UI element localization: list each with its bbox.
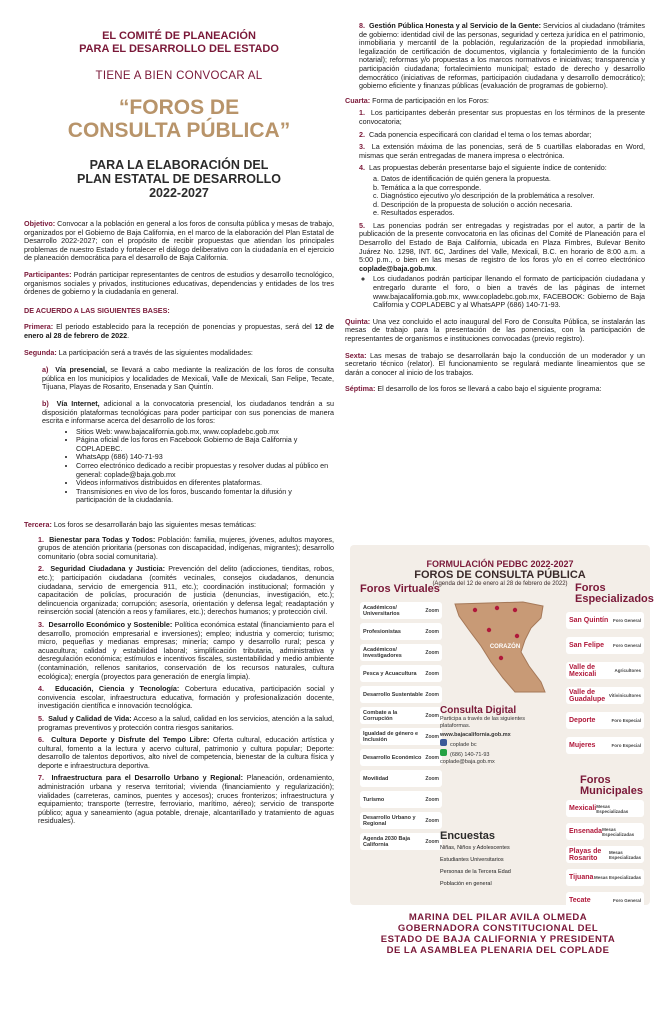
list-item bbox=[359, 109, 645, 126]
item-number: 2. bbox=[359, 129, 365, 139]
item-number: 1. bbox=[359, 108, 365, 118]
item-text: Las ponencias podrán ser entregadas y registradas por el autor, a partir de la publicación de la presente convocatoria en las oficinas del Comité de Planeación para el Desarrollo del Estado de Baja California, ubicada en Plaza Fimbres, Bulevar Benito Juárez No. 1298, INT. 6C, Jardines del Valle, Mexicali, B.C. en horario de 8:00 a.m. a 5:00 p.m., o bien en las mesas de registro de los foros y/o en el correo electrónico bbox=[359, 220, 645, 265]
participantes-label: Participantes: bbox=[24, 269, 72, 279]
mesas-list bbox=[24, 536, 334, 826]
list-item: Niñas, Niños y Adolescentes bbox=[440, 845, 510, 851]
digital-wa-text[interactable]: (686) 140-71-93 bbox=[450, 752, 490, 758]
list-item bbox=[38, 685, 334, 711]
mesa-number: 5. bbox=[38, 713, 44, 723]
map-pin bbox=[499, 656, 503, 660]
modalidad-b-text: adicional a la convocatoria presencial, los ciudadanos tendrán a su disposición plataformas tecnológicas para poder participar con sus ponencias de manera escrita e informarse acerca del desarrollo de los foros: bbox=[42, 398, 334, 426]
objetivo-label: Objetivo: bbox=[24, 219, 56, 228]
card-zoom: Zoom bbox=[425, 775, 439, 782]
list-item bbox=[566, 662, 644, 679]
plan-title-3: 2022-2027 bbox=[149, 186, 209, 200]
mun-list bbox=[566, 800, 644, 909]
item-number: 3. bbox=[359, 142, 365, 152]
card-label: San Felipe bbox=[569, 642, 605, 649]
modalidad-a-text: se llevará a cabo mediante la realización de los foros de consulta pública en los municipios y localidades de Mexicali, Valle de Mexicali, San Felipe, Tecate, Tijuana, Playas de Rosarito, Ensenada y San Quintín. bbox=[42, 365, 334, 392]
list-item bbox=[360, 602, 442, 619]
card-label: Pesca y Acuacultura bbox=[363, 670, 417, 677]
mesa-desc: Oferta cultural, educación artística y cultural, fomento a la lectura y acervo cultural, patrimonio y cultura popular; Deporte: desarrollo de talentos deportivos, alto nivel de competencia, bienestar de la cultura física y deporte e infraestructura deportiva. bbox=[38, 735, 334, 770]
modalidad-b bbox=[42, 400, 334, 426]
esp-title: Foros Especializados bbox=[575, 582, 654, 605]
list-item: • Videos informativos distribuidos en diferentes plataformas. bbox=[76, 479, 334, 488]
map-pin bbox=[473, 608, 477, 612]
quinta-label: Quinta: bbox=[345, 316, 371, 326]
card-label: Desarrollo Sustentable bbox=[363, 691, 423, 698]
card-zoom: Zoom bbox=[425, 838, 439, 845]
mesa-number: 7. bbox=[38, 773, 44, 783]
mesa-number: 4. bbox=[38, 684, 44, 694]
list-item bbox=[38, 736, 334, 770]
card-sub: Mesas Especializadas bbox=[608, 849, 642, 860]
quinta-paragraph bbox=[345, 318, 645, 344]
left-column bbox=[24, 0, 334, 830]
segunda-text: La participación será a través de las siguientes modalidades: bbox=[56, 347, 253, 357]
list-item bbox=[566, 869, 644, 886]
participantes-text: Podrán participar representantes de centros de estudios y desarrollo tecnológico, organismos sociales y privados, instituciones educativas, dependencias y entidades de los tres órdenes de gobierno y la ciudadanía en general. bbox=[24, 269, 334, 297]
card-sub: Mesas Especializadas bbox=[596, 803, 629, 814]
list-item bbox=[566, 687, 644, 704]
mesa-title: Desarrollo Económico y Sostenible: bbox=[48, 619, 173, 629]
mesa-desc: Población: familia, mujeres, jóvenes, adultos mayores, grupos de atención prioritaria (personas con discapacidad, indígenas, migrantes); desarrollo comunitario (obra social comunitaria). bbox=[38, 534, 334, 561]
virtual-list bbox=[360, 602, 442, 850]
infographic-title-1: FORMULACIÓN PEDBC 2022-2027 bbox=[426, 559, 574, 569]
foros-title-2: CONSULTA PÚBLICA” bbox=[67, 119, 291, 142]
list-item: Estudiantes Universitarios bbox=[440, 857, 504, 863]
card-zoom: Zoom bbox=[425, 817, 439, 824]
item-number: 4. bbox=[359, 163, 365, 173]
list-item bbox=[360, 812, 442, 829]
plan-title-2: PLAN ESTATAL DE DESARROLLO bbox=[77, 172, 281, 186]
card-label: Turismo bbox=[363, 796, 385, 803]
mesa-desc: Cobertura educativa, participación social y convivencia escolar, infraestructura educativa, formación y profesionalización docente, investigación científica e innovación tecnológica. bbox=[38, 684, 334, 711]
card-sub: Vitivinicultores bbox=[608, 693, 641, 698]
list-item bbox=[360, 707, 442, 724]
list-item bbox=[359, 22, 645, 91]
card-label: Desarrollo Urbano y Regional bbox=[363, 814, 416, 827]
card-zoom: Zoom bbox=[425, 607, 439, 614]
card-label: Mexicali bbox=[569, 805, 597, 812]
card-label: Desarrollo Económico bbox=[363, 754, 422, 761]
list-item bbox=[359, 222, 645, 310]
list-item: • Página oficial de los foros en Facebook Gobierno de Baja California y COPLADEBC. bbox=[76, 436, 334, 453]
bases-heading: DE ACUERDO A LAS SIGUIENTES BASES: bbox=[24, 305, 170, 315]
baja-california-map bbox=[445, 600, 563, 695]
list-item bbox=[359, 143, 645, 160]
modalidad-a-letter: a) bbox=[42, 365, 49, 375]
infographic-agenda: (Agenda del 12 de enero al 28 de febrero de 2022) bbox=[432, 581, 568, 587]
card-zoom: Zoom bbox=[425, 691, 439, 698]
list-item bbox=[360, 749, 442, 766]
signature-line-1: MARINA DEL PILAR AVILA OLMEDA bbox=[408, 912, 588, 923]
map-pin bbox=[515, 634, 519, 638]
card-label: Académicos/ Universitarios bbox=[363, 604, 400, 617]
list-item bbox=[38, 774, 334, 826]
modalidad-b-label: Vía Internet, bbox=[56, 398, 100, 408]
digital-wa bbox=[440, 749, 550, 759]
list-item bbox=[566, 800, 644, 817]
primera-label: Primera: bbox=[24, 322, 54, 332]
objetivo-text: Convocar a la población en general a los foros de consulta pública y mesas de trabajo, organizados por el Gobierno de Baja California, en el marco de la elaboración del Plan Estatal de Desarrollo 2022-2027; con el propósito de recibir propuestas que atiendan los principales problemas de nuestro Estado y fortalecer el diálogo deliberativo con la ciudadanía en el ejercicio de planeación democrática para el desarrollo de Baja California. bbox=[24, 219, 334, 263]
mesa-number: 3. bbox=[38, 619, 44, 629]
whatsapp-icon bbox=[440, 749, 447, 756]
mun-title: Foros Municipales bbox=[580, 774, 643, 797]
card-sub: Foro General bbox=[612, 618, 641, 623]
signature-line-2: GOBERNADORA CONSTITUCIONAL DEL bbox=[397, 923, 599, 934]
sexta-paragraph bbox=[345, 352, 645, 378]
list-item bbox=[359, 164, 645, 218]
list-item bbox=[566, 823, 644, 840]
cuarta-list bbox=[345, 109, 645, 309]
list-item: a. Datos de identificación de quién genera la propuesta. bbox=[373, 173, 551, 183]
quinta-text: Una vez concluido el acto inaugural del Foro de Consulta Pública, se instalarán las mesas de trabajo para la presentación de las ponencias, con la participación de representantes de organismos e instituciones convocadas (previo registro). bbox=[345, 316, 645, 343]
mesa-title: Cultura Deporte y Disfrute del Tempo Libre: bbox=[51, 735, 210, 745]
card-sub: Mesas Especializadas bbox=[593, 875, 641, 880]
plan-title bbox=[24, 158, 334, 200]
list-item bbox=[566, 712, 644, 729]
list-item bbox=[566, 737, 644, 754]
septima-text: El desarrollo de los foros se llevará a cabo bajo el siguiente programa: bbox=[375, 384, 602, 394]
card-zoom: Zoom bbox=[425, 712, 439, 719]
mesa-number: 8. bbox=[359, 21, 365, 30]
card-label: Combate a la Corrupción bbox=[363, 709, 398, 722]
mesa-desc: Prevención del delito (adicciones, tienditas, robos, etc.); participación ciudadana (comités vecinales, consejos ciudadanos, denuncia ciudadana, servicio de emergencia 911, etc.); coordinación institucional; formación y capacitación de policías, procuración de justicia (denuncias, investigación, etc.); delincuencia organizada; corrupción; asesoría, orientación y defensa legal; readaptación y reinserción social (atención a reos y familiares, etc.); derechos humanos; y protección civil. bbox=[38, 564, 334, 617]
primera-text: El periodo establecido para la recepción de ponencias y propuestas, será del bbox=[53, 322, 315, 332]
map-pin bbox=[487, 628, 491, 632]
list-item bbox=[566, 637, 644, 654]
card-label: Ensenada bbox=[569, 828, 603, 835]
card-label: San Quintín bbox=[569, 617, 609, 624]
card-label: Valle de Mexicali bbox=[569, 663, 597, 678]
list-item bbox=[38, 565, 334, 617]
digital-text: Participa a través de las siguientes plataformas. bbox=[440, 716, 525, 729]
card-label: Deporte bbox=[569, 717, 596, 724]
cuarta-label: Cuarta: bbox=[345, 95, 371, 105]
mesa-number: 1. bbox=[38, 534, 44, 544]
list-item: e. Resultados esperados. bbox=[373, 208, 455, 218]
encuestas-section bbox=[440, 830, 550, 890]
item-text: La extensión máxima de las ponencias, será de 5 cuartillas elaboradas en Word, mismas que serán entregadas de manera impresa o electrónica. bbox=[359, 142, 645, 160]
item-number: 5. bbox=[359, 220, 365, 230]
virtual-title: Foros Virtuales bbox=[360, 583, 440, 595]
signature-line-3: ESTADO DE BAJA CALIFORNIA Y PRESIDENTA bbox=[380, 934, 616, 945]
mesas-list-cont bbox=[345, 22, 645, 91]
modalidad-b-letter: b) bbox=[42, 398, 49, 408]
list-item bbox=[360, 644, 442, 661]
list-item bbox=[38, 621, 334, 681]
list-item: b. Temática a la que corresponde. bbox=[373, 182, 482, 192]
card-sub: Foro Especial bbox=[611, 718, 641, 723]
septima-label: Séptima: bbox=[345, 384, 376, 394]
modalidad-b-list bbox=[50, 428, 334, 505]
objetivo-paragraph bbox=[24, 220, 334, 263]
card-label: Profesionistas bbox=[363, 628, 401, 635]
primera-end: . bbox=[127, 330, 130, 340]
sexta-label: Sexta: bbox=[345, 350, 367, 360]
card-label: Valle de Guadalupe bbox=[569, 688, 606, 703]
convoca-line: TIENE A BIEN CONVOCAR AL bbox=[95, 70, 263, 82]
list-item bbox=[360, 833, 442, 850]
map-label: CORAZÓN bbox=[489, 644, 521, 650]
map-pin bbox=[513, 608, 517, 612]
card-label: Agenda 2030 Baja California bbox=[363, 835, 411, 848]
card-sub: Foro General bbox=[612, 643, 641, 648]
mesa-title: Salud y Calidad de Vida: bbox=[48, 713, 132, 723]
septima-paragraph bbox=[345, 385, 645, 394]
list-item bbox=[360, 623, 442, 640]
item-end: . bbox=[435, 263, 438, 273]
digital-title: Consulta Digital bbox=[440, 705, 517, 716]
card-sub: Agricultores bbox=[614, 668, 641, 673]
plan-title-1: PARA LA ELABORACIÓN DEL bbox=[89, 158, 269, 172]
right-column bbox=[345, 22, 645, 394]
mesa-title: Bienestar para Todas y Todos: bbox=[49, 534, 156, 544]
primera-paragraph bbox=[24, 323, 334, 340]
list-item: • Correo electrónico dedicado a recibir propuestas y resolver dudas al público en general: coplade@baja.gob.mx bbox=[76, 462, 334, 479]
signature-block bbox=[348, 912, 648, 956]
list-item: • WhatsApp (686) 140-71-93 bbox=[76, 453, 334, 462]
card-zoom: Zoom bbox=[425, 670, 439, 677]
mesa-title: Gestión Pública Honesta y al Servicio de la Gente: bbox=[369, 21, 542, 30]
list-item bbox=[566, 846, 644, 863]
list-item: c. Diagnóstico ejecutivo y/o descripción de la problemática a resolver. bbox=[373, 191, 595, 201]
tercera-paragraph bbox=[24, 521, 334, 530]
list-item: ◦ Los ciudadanos podrán participar llenando el formato de participación ciudadana y entregarlo durante el foro, o bien a través de las páginas de internet www.bajacalifornia.gob.mx, www.copladebc.gob.mx, FACEBOOK: Gobierno de Baja California y COPLADEBC y al WhatsAPP (686) 140-71-93. bbox=[373, 275, 645, 309]
list-item: d. Descripción de la propuesta de solución o acción necesaria. bbox=[373, 199, 573, 209]
foros-title bbox=[24, 96, 334, 142]
mesa-title: Educación, Ciencia y Tecnología: bbox=[55, 684, 180, 694]
cuarta-paragraph bbox=[345, 97, 645, 106]
card-zoom: Zoom bbox=[425, 628, 439, 635]
list-item bbox=[360, 791, 442, 808]
list-item: • Sitios Web: www.bajacalifornia.gob.mx, www.copladebc.gob.mx bbox=[76, 428, 334, 437]
segunda-label: Segunda: bbox=[24, 347, 57, 357]
signature-line-4: DE LA ASAMBLEA PLENARIA DEL COPLADE bbox=[386, 945, 610, 956]
list-item bbox=[566, 892, 644, 909]
map-pin bbox=[495, 606, 499, 610]
committee-line-1: EL COMITÉ DE PLANEACIÓN bbox=[102, 30, 256, 42]
tercera-text: Los foros se desarrollarán bajo las siguientes mesas temáticas: bbox=[51, 520, 256, 530]
card-sub: Foro Especial bbox=[611, 743, 641, 748]
card-sub: Mesas Especializadas bbox=[602, 826, 635, 837]
list-item bbox=[38, 536, 334, 562]
facebook-icon bbox=[440, 739, 447, 746]
list-item bbox=[38, 715, 334, 732]
committee-line-2: PARA EL DESARROLLO DEL ESTADO bbox=[79, 43, 279, 55]
mesa-desc: Planeación, ordenamiento, administración urbana y reserva territorial; vivienda (financiamiento y regularización); vialidades (carreteras, caminos, puentes y accesos); cruces fronterizos; infraestructura y equipamiento; transporte (terrestre, ferroviario, marítimo, aéreo); servicio de transporte público; agua y saneamiento (agua potable, drenaje, alcantarillado y tratamiento de aguas residuales). bbox=[38, 773, 334, 826]
indice-list bbox=[359, 175, 645, 218]
modalidad-a-label: Vía presencial, bbox=[55, 365, 108, 375]
digital-fb bbox=[440, 739, 550, 749]
foros-title-1: “FOROS DE bbox=[118, 96, 240, 119]
card-zoom: Zoom bbox=[425, 754, 439, 761]
mesa-title: Seguridad Ciudadana y Justicia: bbox=[50, 564, 166, 574]
tercera-label: Tercera: bbox=[24, 520, 52, 530]
card-label: Mujeres bbox=[569, 742, 596, 749]
modalidad-a bbox=[42, 366, 334, 392]
digital-mail[interactable]: coplade@baja.gob.mx bbox=[440, 759, 495, 765]
item-text: Las propuestas deberán presentarse bajo el siguiente índice de contenido: bbox=[369, 163, 607, 173]
card-label: Tijuana bbox=[569, 874, 594, 881]
mesa-number: 6. bbox=[38, 735, 44, 745]
list-item: Personas de la Tercera Edad bbox=[440, 869, 511, 875]
mesa-desc: Acceso a la salud, calidad en los servicios, atención a la salud, programas preventivos y protección contra riesgos sanitarios. bbox=[38, 713, 334, 732]
encuestas-title: Encuestas bbox=[440, 830, 496, 842]
sexta-text: Las mesas de trabajo se desarrollarán bajo la conducción de un moderador y un secretario técnico (relator). El funcionamiento se regulará mediante lineamientos que se darán a conocer al inicio de los trabajos. bbox=[345, 350, 645, 377]
list-item bbox=[360, 728, 442, 745]
item-text: Los participantes deberán presentar sus propuestas en los términos de la presente convocatoria; bbox=[359, 108, 645, 126]
segunda-paragraph bbox=[24, 349, 334, 358]
list-item: Población en general bbox=[440, 881, 492, 887]
card-zoom: Zoom bbox=[425, 649, 439, 656]
mesa-title: Infraestructura para el Desarrollo Urbano y Regional: bbox=[51, 773, 244, 783]
item-text: Cada ponencia especificará con claridad el tema o los temas abordar; bbox=[369, 129, 592, 139]
card-zoom: Zoom bbox=[425, 733, 439, 740]
card-label: Playas de Rosarito bbox=[569, 847, 602, 862]
list-item bbox=[360, 770, 442, 787]
card-label: Igualdad de género e Inclusión bbox=[363, 730, 419, 743]
digital-fb-text[interactable]: coplade bc bbox=[450, 742, 477, 748]
digital-web[interactable]: www.bajacalifornia.gob.mx bbox=[440, 732, 511, 738]
list-item bbox=[566, 612, 644, 629]
card-sub: Foro General bbox=[612, 898, 641, 903]
mesa-desc: Servicios al ciudadano (trámites de gobierno: identidad civil de las personas, seguridad y certeza jurídica en el patrimonio, inmobiliaria y mercantil de la población, regularización de la propiedad inmobiliaria, legalización de certificación de documentos, vigilancia y fortalecimiento de la función notarial); reformas y/o propuestas a los marcos normativos e iniciativas; transparencia y participación ciudadana; fortalecimiento municipal; estado de derecho y desarrollo democrático (iniciativas de reformas, participación ciudadana y desarrollo democrático); gobierno eficiente y finanzas públicas (evaluación de programas de gobierno). bbox=[359, 21, 645, 91]
digital-section bbox=[440, 705, 550, 766]
card-label: Movilidad bbox=[363, 775, 389, 782]
cuarta-text: Forma de participación en los Foros: bbox=[370, 95, 489, 105]
list-item bbox=[359, 131, 645, 140]
infographic-title-2: FOROS DE CONSULTA PÚBLICA bbox=[414, 569, 586, 581]
esp-list bbox=[566, 612, 644, 754]
mesa-number: 2. bbox=[38, 564, 44, 574]
list-item: • Transmisiones en vivo de los foros, buscando fomentar la difusión y participación de la ciudadanía. bbox=[76, 488, 334, 505]
card-zoom: Zoom bbox=[425, 796, 439, 803]
email-link[interactable]: coplade@baja.gob.mx bbox=[359, 263, 436, 273]
cuarta5-sublist bbox=[359, 275, 645, 309]
list-item bbox=[360, 686, 442, 703]
card-label: Académicos/ investigadores bbox=[363, 646, 402, 659]
participantes-paragraph bbox=[24, 271, 334, 297]
primera-dates: 12 de enero al 28 de febrero de 2022 bbox=[24, 322, 334, 340]
committee-header bbox=[24, 30, 334, 56]
card-label: Tecate bbox=[569, 897, 591, 904]
mesa-desc: Política económica estatal (financiamiento para el desarrollo, promoción empresarial e inversiones); empleo; industria y comercio; turismo; micro, pequeñas y medianas empresas; minería; campo y desarrollo rural; pesca y acuacultura; calidad y estabilidad laboral; simplificación tributaria, administrativa y desregulación económica; estímulos e incentivos fiscales, sustentabilidad y medio ambiente (contaminación, rellenos sanitarios, conservación de los recursos naturales, cultura ecológica); energía (proyectos para generación de energía limpia). bbox=[38, 619, 334, 681]
list-item bbox=[360, 665, 442, 682]
